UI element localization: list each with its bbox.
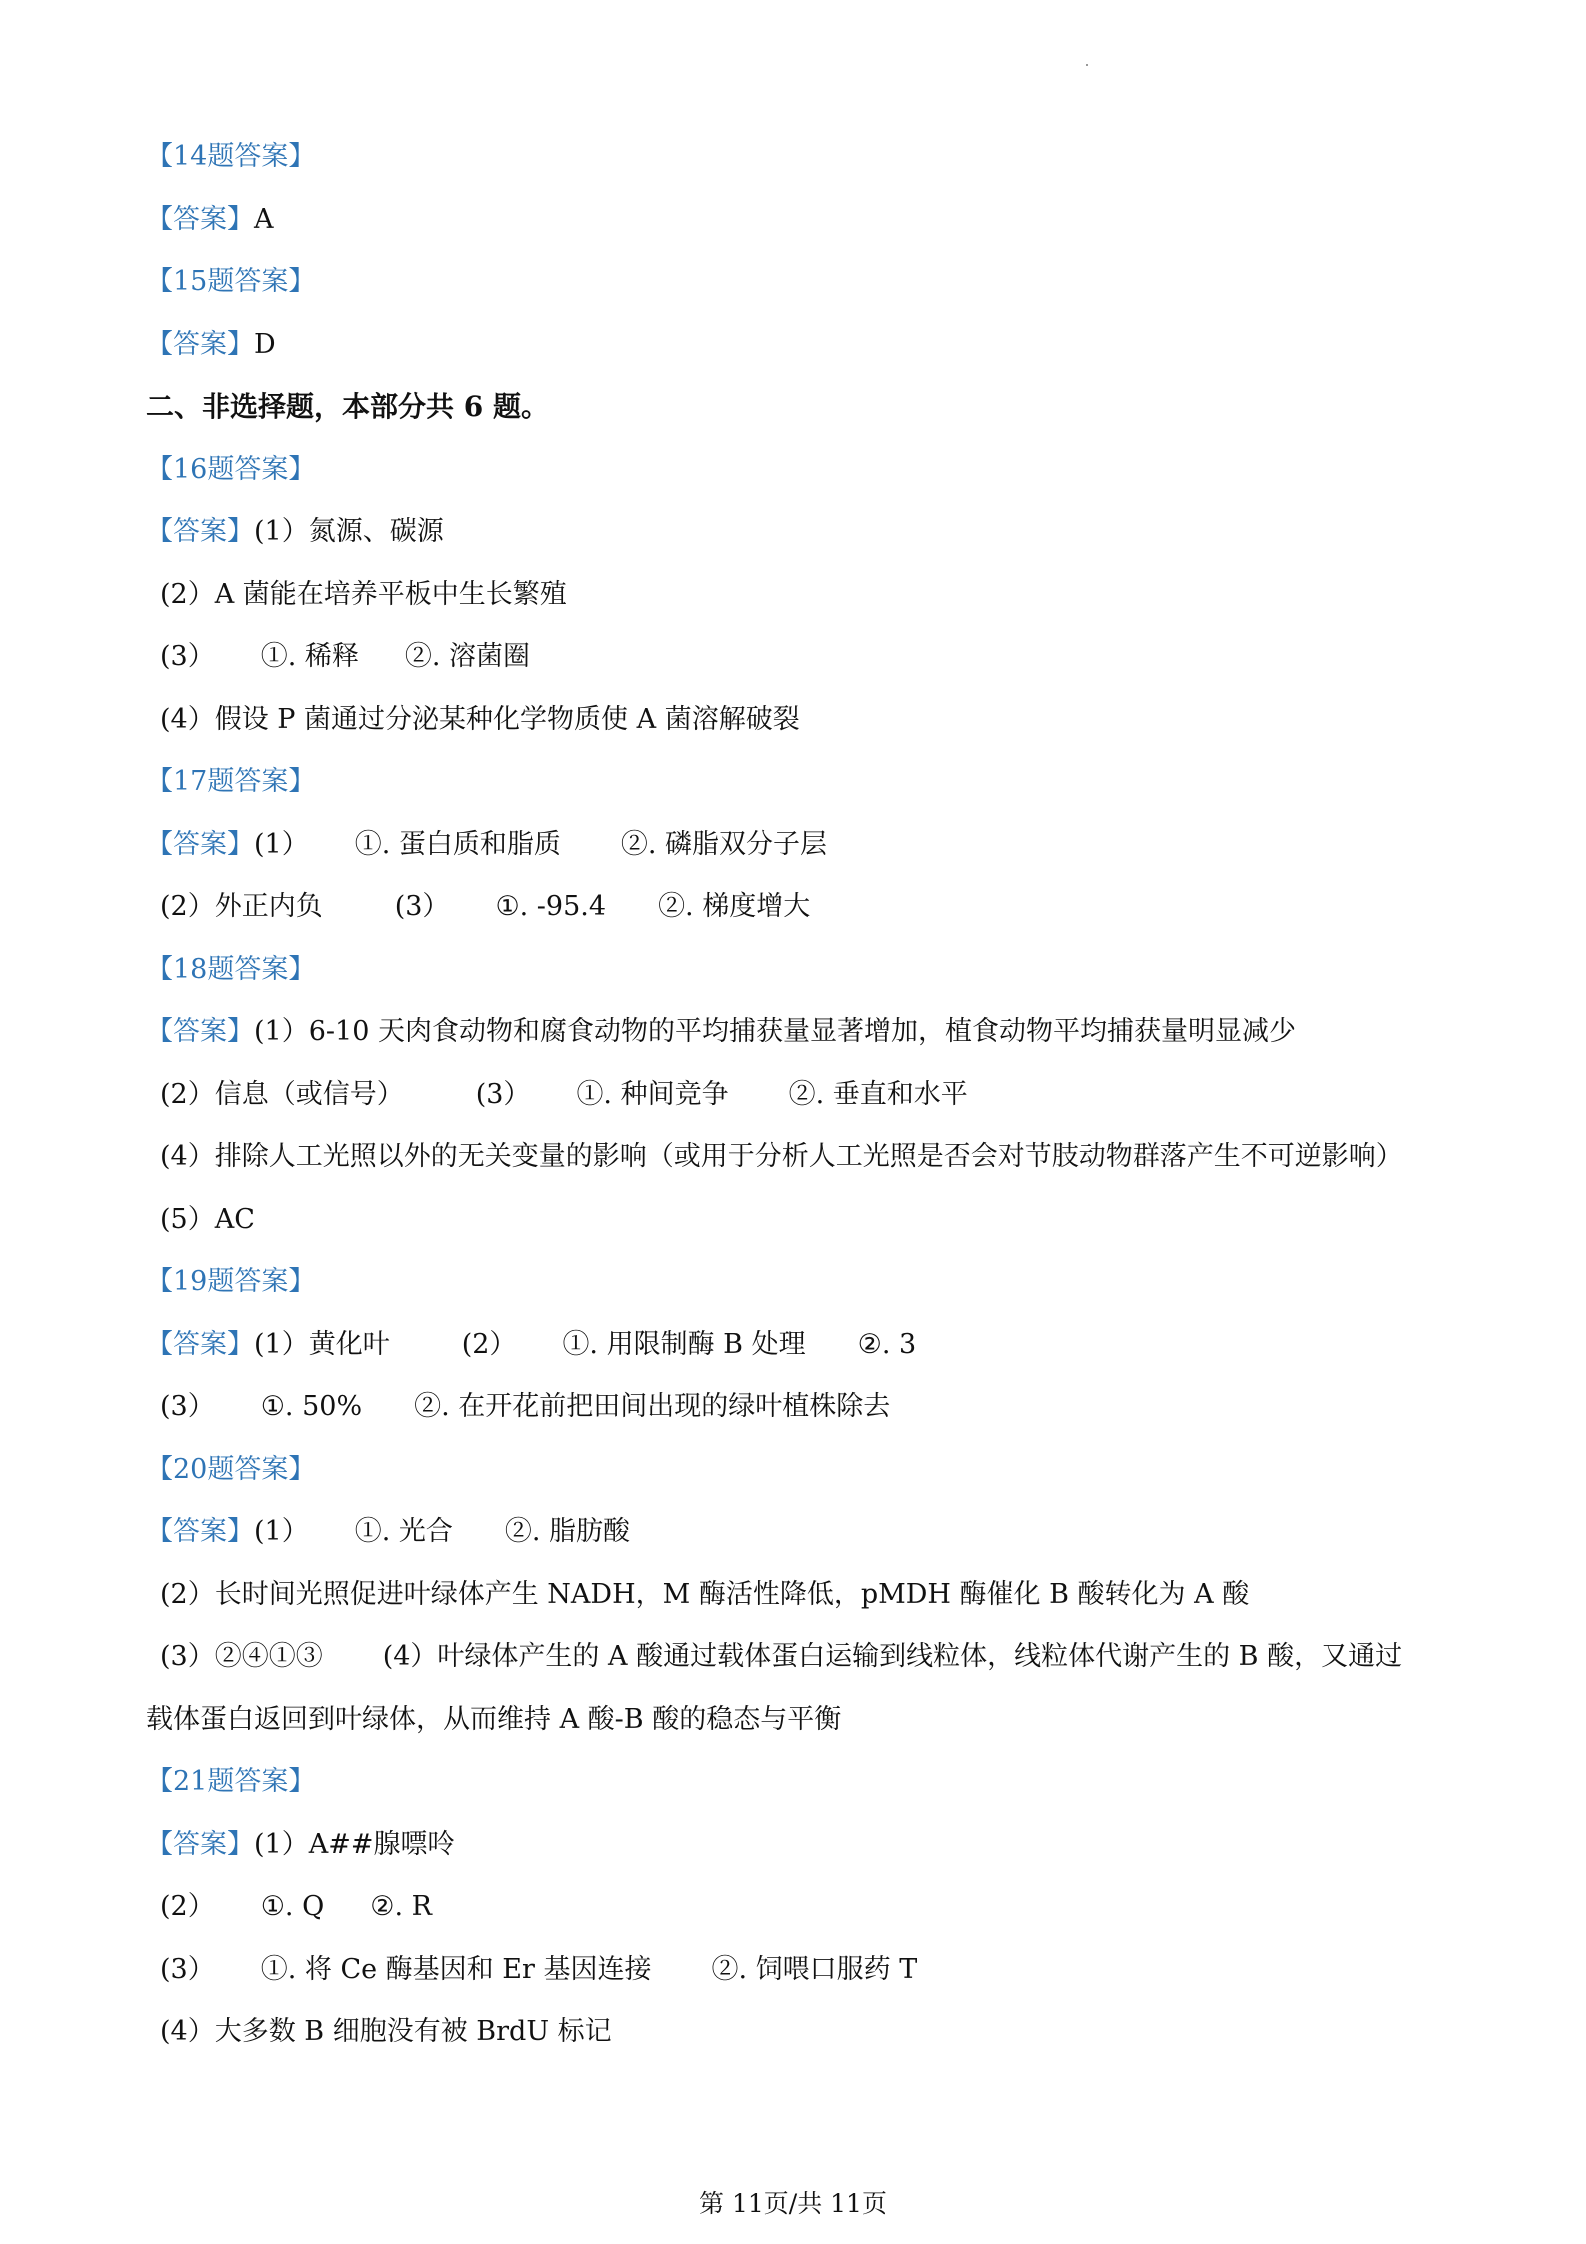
answer-label: 【答案】 xyxy=(146,1828,254,1860)
q17-part2: (2）外正内负 xyxy=(160,891,323,922)
q14-header: 【14题答案】 xyxy=(146,141,316,172)
q19-part2-b: ②. 3 xyxy=(857,1328,917,1360)
q18-part4: (4）排除人工光照以外的无关变量的影响（或用于分析人工光照是否会对节肢动物群落产生不可逆影响） xyxy=(160,1141,1403,1172)
q16-part1: (1）氮源、碳源 xyxy=(254,516,444,547)
answer-label: 【答案】 xyxy=(146,1328,254,1360)
q17-header: 【17题答案】 xyxy=(146,766,316,797)
q19-part1: (1）黄化叶 xyxy=(254,1328,390,1360)
q16-part4: (4）假设 P 菌通过分泌某种化学物质使 A 菌溶解破裂 xyxy=(160,703,800,735)
page-footer: 第 11页/共 11页 xyxy=(699,2189,887,2218)
q21-answer-line-3 xyxy=(146,1939,1466,2002)
q21-answer-line-1 xyxy=(146,1814,1466,1877)
q17-part3-b: ②. 梯度增大 xyxy=(658,891,811,922)
q21-part2-b: ②. R xyxy=(370,1891,432,1922)
q14-answer-line xyxy=(146,189,1466,252)
part2-title: 二、非选择题，本部分共 6 题。 xyxy=(146,390,549,423)
answer-label: 【答案】 xyxy=(146,828,254,860)
q16-part3-num: (3） xyxy=(160,641,215,672)
q17-part1-num: (1） xyxy=(254,828,309,860)
q17-answer-line-2 xyxy=(146,876,1466,939)
q19-part3-num: (3） xyxy=(160,1391,215,1422)
q18-answer-line-2 xyxy=(146,1064,1466,1127)
corner-dot xyxy=(1086,64,1088,66)
q18-answer-line-1 xyxy=(146,1001,1466,1064)
q20-part4-line1: (4）叶绿体产生的 A 酸通过载体蛋白运输到线粒体，线粒体代谢产生的 B 酸，又通过 xyxy=(382,1641,1403,1672)
q19-answer-line-2 xyxy=(146,1376,1466,1439)
q14-answer: A xyxy=(254,203,274,235)
q20-answer-line-3 xyxy=(146,1626,1466,1689)
q19-part2-a: ①. 用限制酶 B 处理 xyxy=(562,1328,806,1360)
q15-answer-line xyxy=(146,314,1466,377)
q17-answer-line-1 xyxy=(146,814,1466,877)
q21-part3-b: ②. 饲喂口服药 T xyxy=(711,1953,918,1985)
q16-answer-line-1 xyxy=(146,501,1466,564)
q20-header: 【20题答案】 xyxy=(146,1453,316,1485)
answer-label: 【答案】 xyxy=(146,1516,254,1547)
q18-part3-num: (3） xyxy=(475,1078,531,1110)
answer-label: 【答案】 xyxy=(146,328,254,360)
q17-part3-a: ①. -95.4 xyxy=(495,891,607,922)
q21-part4: (4）大多数 B 细胞没有被 BrdU 标记 xyxy=(160,2016,612,2047)
q19-header: 【19题答案】 xyxy=(146,1266,316,1297)
q17-part1-b: ②. 磷脂双分子层 xyxy=(620,828,828,860)
q20-part4-line2: 载体蛋白返回到叶绿体，从而维持 A 酸-B 酸的稳态与平衡 xyxy=(146,1703,842,1735)
q18-header: 【18题答案】 xyxy=(146,953,316,985)
q21-part2-a: ①. Q xyxy=(260,1891,325,1922)
q19-part2-num: (2） xyxy=(461,1328,517,1360)
q18-part1: (1）6-10 天肉食动物和腐食动物的平均捕获量显著增加，植食动物平均捕获量明显减少 xyxy=(254,1016,1296,1047)
q21-part3-num: (3） xyxy=(160,1953,215,1985)
q21-part3-a: ①. 将 Ce 酶基因和 Er 基因连接 xyxy=(260,1953,652,1985)
q21-part2-num: (2） xyxy=(160,1891,215,1922)
q18-part3-b: ②. 垂直和水平 xyxy=(788,1078,968,1110)
answer-label: 【答案】 xyxy=(146,1016,254,1047)
q20-part1-a: ①. 光合 xyxy=(354,1516,453,1547)
answer-content xyxy=(146,126,1466,2064)
q20-part3: (3）②④①③ xyxy=(160,1641,323,1672)
q16-header: 【16题答案】 xyxy=(146,453,316,485)
q20-part2: (2）长时间光照促进叶绿体产生 NADH，M 酶活性降低，pMDH 酶催化 B 酸转化为 A 酸 xyxy=(160,1578,1250,1610)
q16-part3-a: ①. 稀释 xyxy=(260,641,359,672)
q19-answer-line-1 xyxy=(146,1314,1466,1377)
q19-part3-a: ①. 50% xyxy=(260,1391,363,1422)
q18-part5: (5）AC xyxy=(160,1203,255,1235)
answer-label: 【答案】 xyxy=(146,516,254,547)
q16-part3-b: ②. 溶菌圈 xyxy=(404,641,531,672)
q20-part1-b: ②. 脂肪酸 xyxy=(504,1516,631,1547)
q21-part1: (1）A##腺嘌呤 xyxy=(254,1828,455,1860)
q19-part3-b: ②. 在开花前把田间出现的绿叶植株除去 xyxy=(414,1391,891,1422)
q21-answer-line-2 xyxy=(146,1876,1466,1939)
answer-label: 【答案】 xyxy=(146,203,254,235)
q18-part3-a: ①. 种间竞争 xyxy=(576,1078,729,1110)
q16-part3-line xyxy=(146,626,1466,689)
q21-header: 【21题答案】 xyxy=(146,1766,316,1797)
q15-header: 【15题答案】 xyxy=(146,266,316,297)
q20-part1-num: (1） xyxy=(254,1516,309,1547)
q15-answer: D xyxy=(254,328,276,360)
q20-answer-line-1 xyxy=(146,1501,1466,1564)
q18-part2: (2）信息（或信号） xyxy=(160,1078,404,1110)
q16-part2: (2）A 菌能在培养平板中生长繁殖 xyxy=(160,578,567,610)
q17-part1-a: ①. 蛋白质和脂质 xyxy=(354,828,561,860)
q17-part3-num: (3） xyxy=(394,891,450,922)
